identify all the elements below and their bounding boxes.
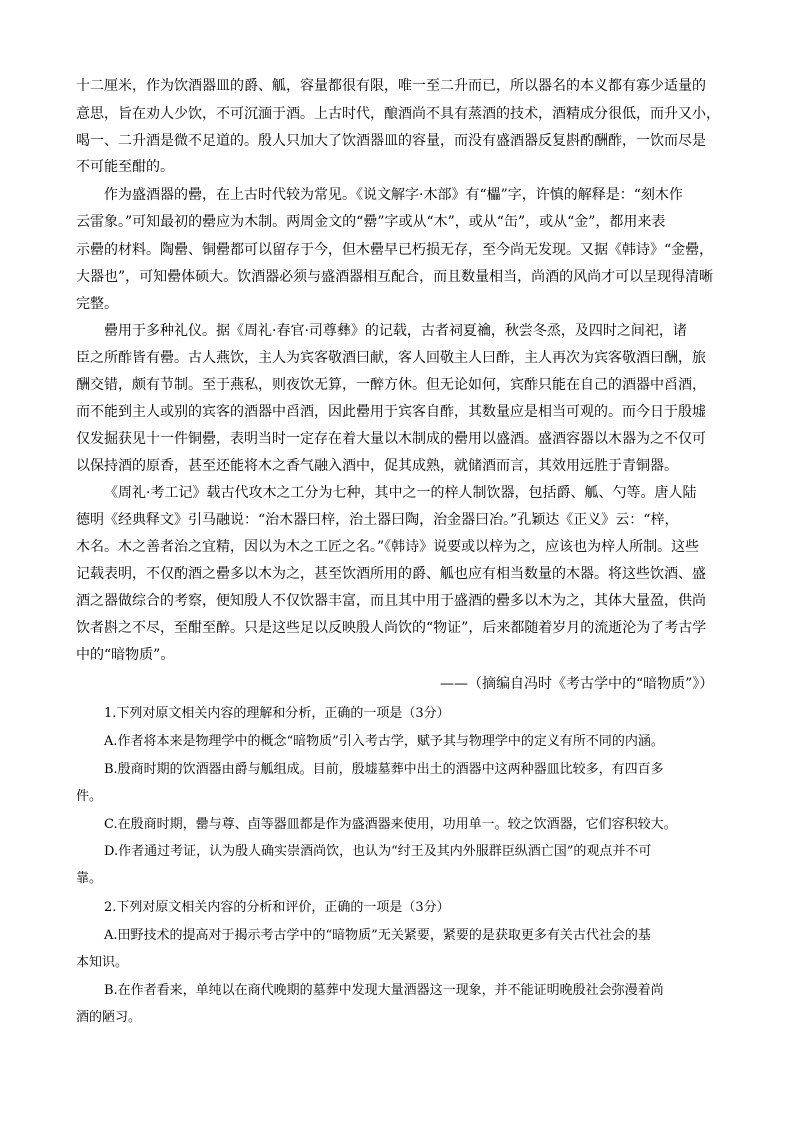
paragraph-line: 罍用于多种礼仪。据《周礼·春官·司尊彝》的记载，古者祠夏禴，秋尝冬烝，及四时之间祀，诸 (104, 323, 687, 339)
question-2-stem: 2.下列对原文相关内容的分析和评价，正确的一项是（3分） (104, 900, 450, 915)
paragraph-line: 饮者斟之不尽，至酣至醉。只是这些足以反映殷人尚饮的“物证”，后来都随着岁月的流逝沦为了考古学 (76, 620, 707, 636)
paragraph-line: 云雷象。”可知最初的罍应为木制。两周金文的“罍”字或从“木”，或从“缶”，或从“金”，都用来表 (76, 214, 666, 230)
paragraph-line: 喝一、二升酒是微不足道的。殷人只加大了饮酒器皿的容量，而没有盛酒器反复斟酌酬酢，一饮而尽是 (76, 133, 706, 149)
paragraph-line: 意思，旨在劝人少饮，不可沉湎于酒。上古时代，酿酒尚不具有蒸酒的技术，酒精成分很低，而升又小， (76, 106, 720, 122)
question-1-option-b: B.殷商时期的饮酒器由爵与觚组成。目前，殷墟墓葬中出土的酒器中这两种器皿比较多，有四百多 (104, 762, 664, 777)
paragraph-line: 十二厘米，作为饮酒器皿的爵、觚，容量都很有限，唯一至二升而已，所以器名的本义都有寡少适量的 (76, 78, 706, 94)
paragraph-line: 木名。木之善者治之宜精，因以为木之工匠之名。”《韩诗》说要或以梓为之，应该也为梓人所制。这些 (76, 539, 700, 555)
question-2-option-b: B.在作者看来，单纯以在商代晚期的墓葬中发现大量酒器这一现象，并不能证明晚殷社会弥漫着尚 (104, 983, 664, 998)
paragraph-line: 示罍的材料。陶罍、铜罍都可以留存于今，但木罍早已朽损无存，至今尚无发现。又据《韩诗》“金罍， (76, 242, 714, 258)
paragraph-line: 酒之器做综合的考察，便知殷人不仅饮器丰富，而且其中用于盛酒的罍多以木为之，其体大量盈，供尚 (76, 593, 706, 609)
paragraph-line: 不可能至酣的。 (76, 159, 174, 175)
question-2-option-b-cont: 酒的陋习。 (76, 1010, 142, 1025)
question-1-option-b-cont: 件。 (76, 789, 103, 804)
question-1-option-a: A.作者将本来是物理学中的概念“暗物质”引入考古学，赋予其与物理学中的定义有所不同的内涵。 (104, 734, 664, 749)
paragraph-line: 作为盛酒器的罍，在上古时代较为常见。《说文解字·木部》有“櫑”字，许慎的解释是：“刻木作 (104, 187, 683, 203)
paragraph-line: 《周礼·考工记》载古代攻木之工分为七种，其中之一的梓人制饮器，包括爵、觚、勺等。唐人陆 (104, 485, 697, 501)
paragraph-line: 大器也”，可知罍体硕大。饮酒器必须与盛酒器相互配合，而且数量相当，尚酒的风尚才可以呈现得清晰 (76, 269, 714, 285)
paragraph-line: 完整。 (76, 296, 118, 312)
question-1-option-c: C.在殷商时期，罍与尊、卣等器皿都是作为盛酒器来使用，功用单一。较之饮酒器，它们容积较大。 (104, 817, 677, 832)
paragraph-line: 中的“暗物质”。 (76, 647, 175, 663)
paragraph-line: 仅发掘获见十一件铜罍，表明当时一定存在着大量以木制成的罍用以盛酒。盛酒容器以木器为之不仅可 (76, 431, 706, 447)
question-1-stem: 1.下列对原文相关内容的理解和分析，正确的一项是（3分） (104, 706, 450, 721)
paragraph-line: 记载表明，不仅酌酒之罍多以木为之，甚至饮酒所用的爵、觚也应有相当数量的木器。将这些饮酒、盛 (76, 566, 706, 582)
paragraph-line: 臣之所酢皆有罍。古人燕饮，主人为宾客敬酒曰献，客人回敬主人曰酢，主人再次为宾客敬酒曰酬，旅 (76, 350, 706, 366)
question-1-option-d-cont: 靠。 (76, 871, 103, 886)
paragraph-line: 而不能到主人或别的宾客的酒器中舀酒，因此罍用于宾客自酢，其数量应是相当可观的。而今日于殷墟 (76, 404, 706, 420)
question-2-option-a: A.田野技术的提高对于揭示考古学中的“暗物质”无关紧要，紧要的是获取更多有关古代社会的基 (104, 928, 651, 943)
paragraph-line: 德明《经典释文》引马融说：“治木器曰梓，治土器曰陶，治金器曰冶。”孔颖达《正义》云：“梓， (76, 512, 679, 528)
paragraph-line: 酬交错，颇有节制。至于燕私，则夜饮无算，一醉方休。但无论如何，宾酢只能在自己的酒器中舀酒， (76, 377, 706, 393)
paragraph-line: 以保持酒的原香，甚至还能将木之香气融入酒中，促其成熟，就储酒而言，其效用远胜于青铜器。 (76, 458, 678, 474)
question-2-option-a-cont: 本知识。 (76, 955, 129, 970)
source-citation: ——（摘编自冯时《考古学中的“暗物质”》） (440, 676, 714, 692)
question-1-option-d: D.作者通过考证，认为殷人确实崇酒尚饮，也认为“纣王及其内外服群臣纵酒亡国”的观点并不可 (104, 844, 652, 859)
